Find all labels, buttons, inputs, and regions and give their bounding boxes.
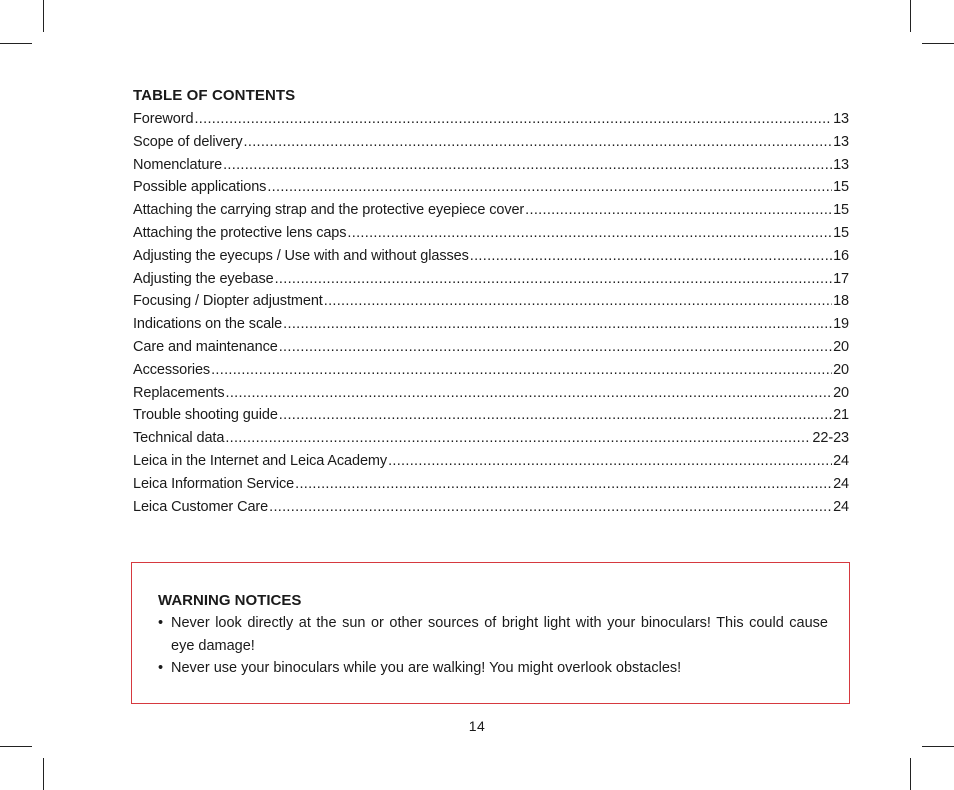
crop-mark-top-right-vertical: [910, 0, 911, 32]
toc-entry-label: Indications on the scale: [133, 316, 283, 333]
toc-entry-page: 22-23: [812, 430, 849, 447]
toc-entry[interactable]: [133, 290, 849, 313]
toc-entry-page: 13: [833, 111, 849, 127]
toc-entry-page: 24: [833, 498, 849, 515]
toc-dot-leader: [470, 245, 832, 268]
toc-entry-label: Foreword: [133, 111, 194, 127]
warning-content: [158, 590, 828, 680]
toc-dot-leader: [275, 268, 832, 291]
toc-dot-leader: [267, 176, 832, 199]
toc-entry-page: 17: [833, 270, 849, 287]
toc-title: TABLE OF CONTENTS: [133, 87, 296, 104]
toc-entry[interactable]: [133, 473, 849, 496]
page-number: 14: [468, 718, 486, 734]
toc-entry-label: Adjusting the eyecups / Use with and without glasses: [133, 247, 469, 264]
toc-entry[interactable]: [133, 154, 849, 177]
toc-entry-label: Trouble shooting guide: [133, 407, 278, 424]
toc-entry-label: Replacements: [133, 384, 225, 401]
toc-entry-label: Care and maintenance: [133, 338, 278, 355]
toc-entry[interactable]: [133, 199, 849, 222]
toc-entry-page: 24: [833, 452, 849, 469]
toc-entry-page: 13: [833, 133, 849, 150]
table-of-contents: [133, 86, 849, 518]
crop-mark-top-right-horizontal: [922, 43, 954, 44]
toc-entry[interactable]: [133, 131, 849, 154]
toc-entry-label: Accessories: [133, 361, 211, 378]
toc-entry-page: 20: [833, 384, 849, 401]
toc-dot-leader: [223, 154, 832, 177]
crop-mark-bottom-right-horizontal: [922, 746, 954, 747]
toc-entry[interactable]: [133, 359, 849, 382]
toc-dot-leader: [194, 108, 832, 131]
toc-dot-leader: [347, 222, 832, 245]
toc-entry-label: Scope of delivery: [133, 133, 243, 150]
toc-entry-page: 20: [833, 361, 849, 378]
toc-entry-label: Leica in the Internet and Leica Academy: [133, 452, 388, 469]
warning-box: [131, 562, 850, 704]
warning-list: [158, 612, 828, 680]
toc-dot-leader: [279, 336, 832, 359]
toc-entry-page: 13: [833, 156, 849, 173]
toc-entry-label: Leica Customer Care: [133, 498, 269, 515]
toc-dot-leader: [226, 382, 833, 405]
crop-mark-bottom-left-vertical: [43, 758, 44, 790]
toc-dot-leader: [525, 199, 832, 222]
toc-entry-page: 16: [833, 247, 849, 264]
toc-entry[interactable]: [133, 404, 849, 427]
toc-entry-page: 18: [833, 293, 849, 310]
toc-entry[interactable]: [133, 336, 849, 359]
toc-entry-page: 21: [833, 407, 849, 424]
toc-entry-page: 19: [833, 316, 849, 333]
toc-entry-label: Leica Information Service: [133, 475, 295, 492]
toc-entry[interactable]: [133, 450, 849, 473]
toc-dot-leader: [324, 290, 832, 313]
toc-dot-leader: [295, 473, 832, 496]
toc-entry-label: Focusing / Diopter adjustment: [133, 293, 323, 310]
toc-list: [133, 108, 849, 518]
toc-dot-leader: [211, 359, 832, 382]
crop-mark-bottom-left-horizontal: [0, 746, 32, 747]
toc-entry[interactable]: [133, 496, 849, 519]
warning-item-text: Never look directly at the sun or other sources of bright light with your binoculars! This could cause eye damage!: [171, 615, 828, 654]
toc-entry-page: 15: [833, 202, 849, 219]
warning-item: [158, 612, 828, 657]
toc-entry[interactable]: [133, 245, 849, 268]
bullet-icon: •: [158, 660, 164, 676]
crop-mark-top-left-vertical: [43, 0, 44, 32]
toc-dot-leader: [283, 313, 832, 336]
toc-dot-leader: [269, 496, 832, 519]
toc-entry[interactable]: [133, 382, 849, 405]
toc-entry-page: 20: [833, 338, 849, 355]
warning-item-text: Never use your binoculars while you are walking! You might overlook obstacles!: [171, 660, 682, 676]
toc-entry-label: Possible applications: [133, 179, 267, 196]
toc-entry[interactable]: [133, 108, 849, 131]
bullet-icon: •: [158, 615, 164, 631]
toc-entry[interactable]: [133, 222, 849, 245]
toc-dot-leader: [244, 131, 833, 154]
toc-entry[interactable]: [133, 313, 849, 336]
toc-dot-leader: [225, 427, 811, 450]
toc-entry[interactable]: [133, 427, 849, 450]
toc-dot-leader: [279, 404, 832, 427]
toc-entry-label: Attaching the carrying strap and the protective eyepiece cover: [133, 202, 525, 219]
toc-entry-label: Attaching the protective lens caps: [133, 224, 347, 241]
toc-entry[interactable]: [133, 176, 849, 199]
warning-item: [158, 657, 828, 680]
toc-entry-label: Technical data: [133, 430, 225, 447]
toc-dot-leader: [388, 450, 832, 473]
crop-mark-top-left-horizontal: [0, 43, 32, 44]
warning-title: WARNING NOTICES: [158, 592, 302, 609]
toc-entry-page: 15: [833, 179, 849, 196]
toc-entry-page: 15: [833, 224, 849, 241]
toc-entry-label: Nomenclature: [133, 156, 223, 173]
toc-entry-label: Adjusting the eyebase: [133, 270, 274, 287]
toc-entry[interactable]: [133, 268, 849, 291]
crop-mark-bottom-right-vertical: [910, 758, 911, 790]
toc-entry-page: 24: [833, 475, 849, 492]
